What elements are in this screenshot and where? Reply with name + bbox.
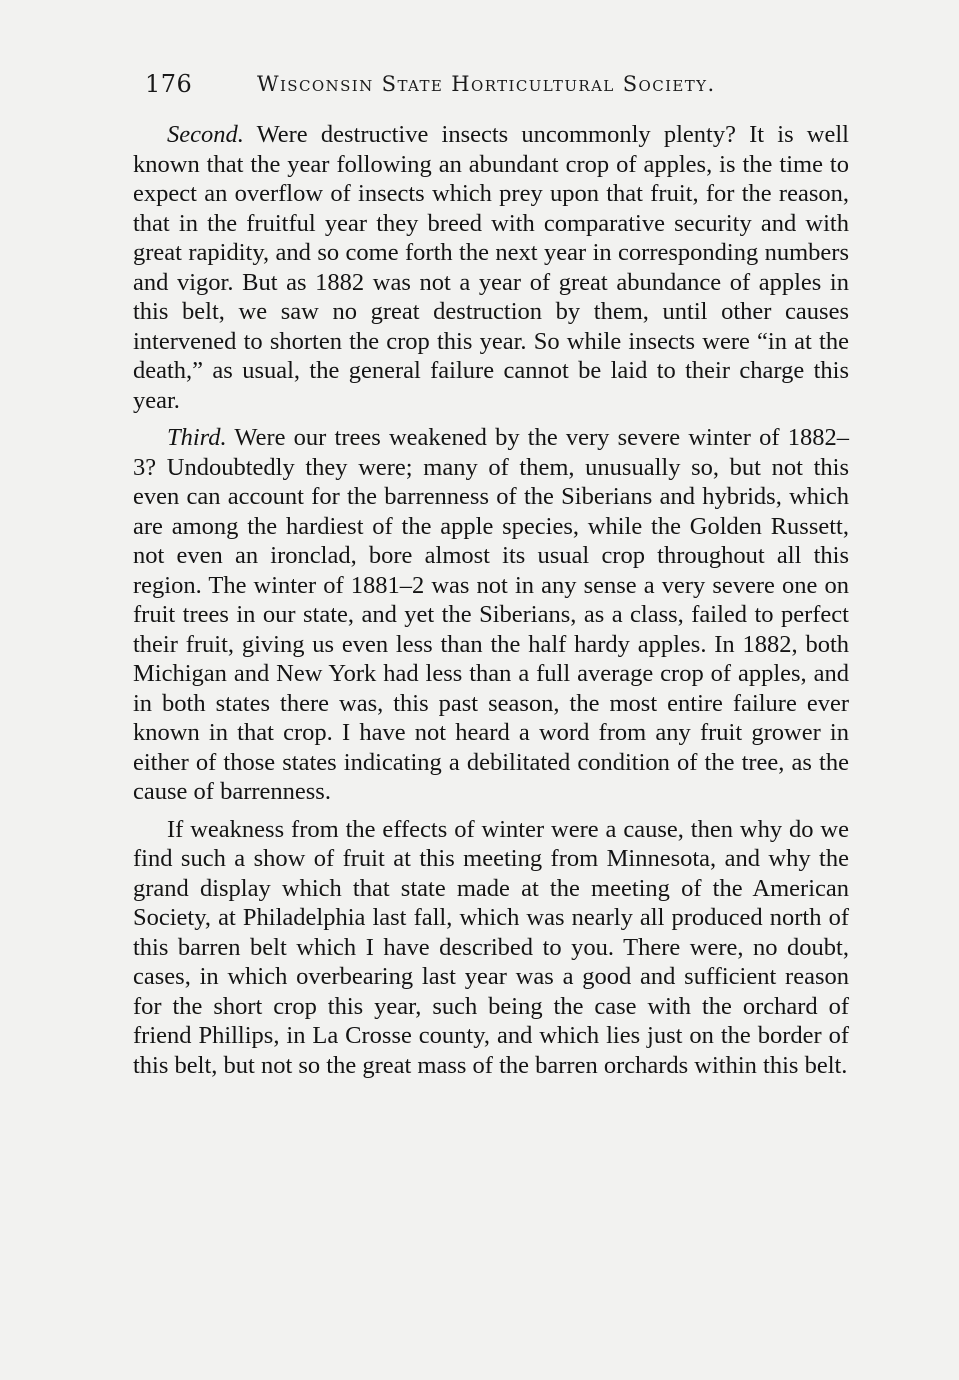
paragraph-third [133, 423, 849, 807]
paragraph-text: Were destructive insects uncommonly plenty? It is well known that the year following an abundant crop of apples, is the time to expect an overflow of insects which prey upon that fruit, for the reason, that in the fruitful year they breed with comparative security and with great rapidity, and so come forth the next year in corresponding numbers and vigor. But as 1882 was not a year of great abundance of apples in this belt, we saw no great destruction by them, until other causes intervened to shorten the crop this year. So while insects were “in at the death,” as usual, the general failure cannot be laid to their charge this year. [133, 121, 849, 414]
paragraph-weakness [133, 815, 849, 1081]
body-text [133, 120, 849, 1088]
page-number: 176 [145, 70, 193, 98]
paragraph-second [133, 120, 849, 415]
paragraph-text: If weakness from the effects of winter were a cause, then why do we find such a show of fruit at this meeting from Minnesota, and why the grand display which that state made at the meeting of the American Society, at Philadelphia last fall, which was nearly all produced north of this barren belt which I have described to you. There were, no doubt, cases, in which overbearing last year was a good and sufficient reason for the short crop this year, such being the case with the orchard of friend Phillips, in La Crosse county, and which lies just on the border of this belt, but not so the great mass of the barren orchards within this belt. [133, 815, 849, 1079]
paragraph-text: Were our trees weakened by the very severe winter of 1882–3? Undoubtedly they were; many of them, unusually so, but not this even can account for the barrenness of the Siberians and hybrids, which are among the hardiest of the apple species, while the Golden Russett, not even an ironclad, bore almost its usual crop throughout all this region. The winter of 1881–2 was not in any sense a very severe one on fruit trees in our state, and yet the Siberians, as a class, failed to perfect their fruit, giving us even less than the half hardy apples. In 1882, both Michigan and New York had less than a full average crop of apples, and in both states there was, this past season, the most entire failure ever known in that crop. I have not heard a word from any fruit grower in either of those states indicating a debilitated condition of the tree, as the cause of barrenness. [133, 424, 849, 805]
paragraph-lead: Second. [167, 121, 244, 148]
page-header [145, 62, 785, 102]
running-head: Wisconsin State Horticultural Society. [257, 72, 716, 96]
paragraph-lead: Third. [167, 424, 227, 451]
